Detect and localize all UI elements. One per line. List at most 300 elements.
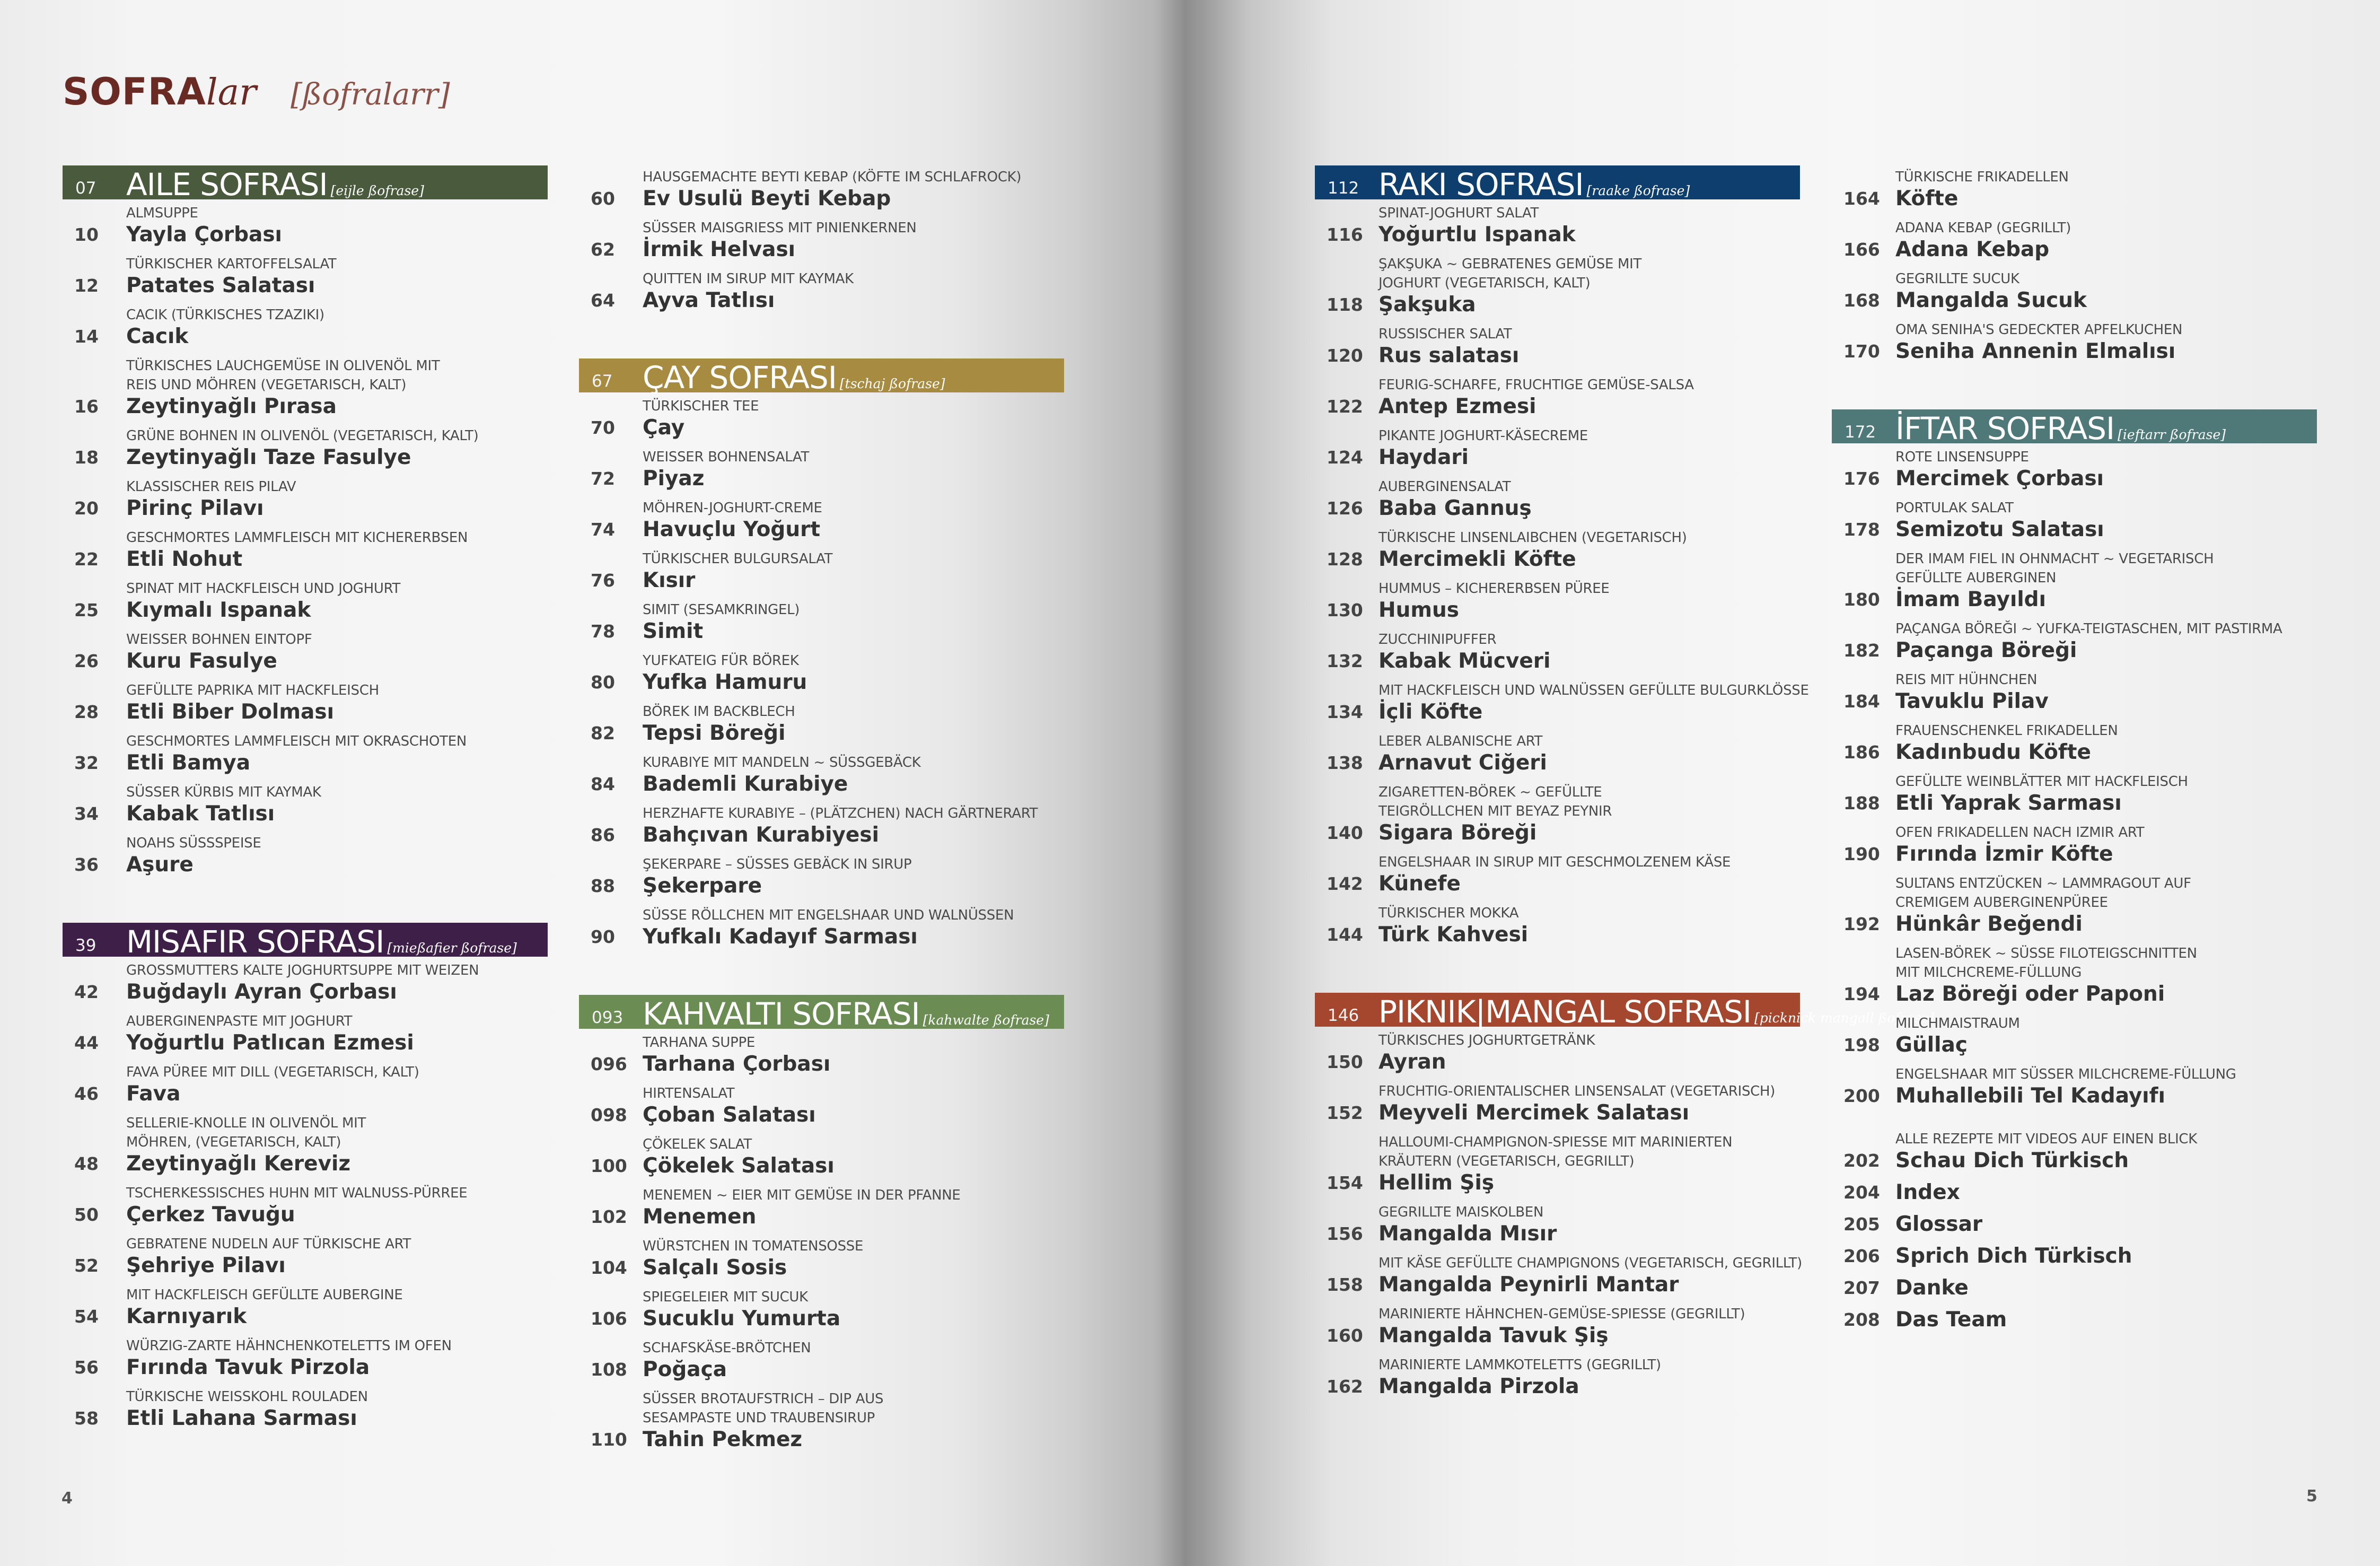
toc-entry[interactable] [1315,681,1809,724]
recipe-name: Türk Kahvesi [1378,923,1529,947]
page-number: 20 [74,498,99,519]
toc-entry[interactable] [1315,528,1800,572]
page-number: 44 [74,1033,99,1053]
entry-description: TEIGRÖLLCHEN MIT BEYAZ PEYNIR [1378,803,1612,819]
toc-entry[interactable] [63,255,548,298]
entry-description: DER IMAM FIEL IN OHNMACHT ~ VEGETARISCH [1895,551,2214,567]
toc-entry[interactable] [63,1235,548,1278]
entry-description: GEGRILLTE SUCUK [1895,271,2019,287]
toc-entry[interactable] [579,1389,1064,1452]
page-number: 144 [1327,924,1363,945]
recipe-name: Yufka Hamuru [643,670,807,694]
recipe-name: Laz Böreği oder Paponi [1895,982,2165,1006]
recipe-name: Tavuklu Pilav [1895,689,2049,713]
recipe-name: Sucuklu Yumurta [643,1307,841,1331]
recipe-name: Glossar [1895,1212,1983,1236]
entry-description: HAUSGEMACHTE BEYTI KEBAP (KÖFTE IM SCHLAFROCK) [643,169,1022,185]
page-number: 206 [1843,1246,1880,1266]
toc-entry[interactable] [1315,1031,1800,1074]
recipe-name: Çerkez Tavuğu [126,1203,295,1227]
toc-entry[interactable] [63,1336,548,1380]
recipe-name: Mangalda Tavuk Şiş [1378,1324,1609,1348]
recipe-name: Yoğurtlu Ispanak [1378,223,1576,247]
entry-description: ÇÖKELEK SALAT [643,1136,752,1152]
toc-entry[interactable] [63,1012,548,1055]
entry-description: SPINAT-JOGHURT SALAT [1378,205,1539,221]
entry-description: WÜRSTCHEN IN TOMATENSOSSE [643,1238,864,1254]
page-number: 118 [1327,294,1363,315]
entry-description: TÜRKISCHES JOGHURTGETRÄNK [1378,1033,1595,1048]
page-number: 80 [591,672,615,693]
recipe-name: İçli Köfte [1378,700,1483,724]
toc-entry[interactable] [1832,218,2317,262]
page-number: 150 [1327,1052,1363,1072]
section-pronunciation: [kahwalte ßofrase] [923,1012,1049,1028]
entry-description: HERZHAFTE KURABIYE – (PLÄTZCHEN) NACH GÄRTNERART [643,806,1038,821]
page-number: 26 [74,651,99,671]
page-number: 32 [74,753,99,773]
toc-entry[interactable] [63,783,548,826]
toc-entry[interactable] [1315,1082,1800,1125]
entry-description: SÜSSER KÜRBIS MIT KAYMAK [126,784,321,800]
recipe-name: Köfte [1895,187,1959,211]
page-number: 152 [1327,1103,1363,1123]
entry-description: SÜSSER MAISGRIESS MIT PINIENKERNEN [643,220,917,236]
page-number: 60 [591,188,615,209]
recipe-name: Baba Gannuş [1378,496,1532,520]
page-number: 160 [1327,1325,1363,1346]
recipe-name: Yayla Çorbası [126,223,282,247]
page-number: 90 [591,926,615,947]
toc-entry[interactable] [579,168,1064,211]
toc-entry[interactable] [579,753,1064,797]
entry-description: HUMMUS – KICHERERBSEN PÜREE [1378,581,1610,597]
entry-description: FRAUENSCHENKEL FRIKADELLEN [1895,723,2118,739]
entry-description: MÖHREN, (VEGETARISCH, KALT) [126,1134,341,1150]
recipe-name: Schau Dich Türkisch [1895,1149,2129,1173]
toc-entry[interactable] [63,426,548,470]
entry-description: GESCHMORTES LAMMFLEISCH MIT KICHERERBSEN [126,530,468,546]
toc-entry[interactable] [1832,1180,2317,1205]
entry-description: ŞEKERPARE – SÜSSES GEBÄCK IN SIRUP [643,856,912,872]
toc-entry[interactable] [1832,448,2317,491]
entry-description: GEFÜLLTE AUBERGINEN [1895,570,2057,586]
toc-entry[interactable] [63,305,548,349]
page-number: 106 [591,1308,627,1329]
recipe-name: Pirinç Pilavı [126,496,264,520]
section-spacer [1315,955,1800,993]
recipe-name: Etli Nohut [126,547,243,571]
section-spacer [1832,371,2317,409]
toc-entry[interactable] [63,204,548,247]
recipe-name: Karnıyarık [126,1305,247,1328]
toc-entry[interactable] [1832,498,2317,542]
page-number: 170 [1843,341,1880,362]
page-number: 096 [591,1054,627,1074]
entry-description: TÜRKISCHER KARTOFFELSALAT [126,256,337,272]
entry-description: TÜRKISCHES LAUCHGEMÜSE IN OLIVENÖL MIT [126,358,440,374]
toc-entry[interactable] [579,600,1064,644]
page-number: 122 [1327,396,1363,417]
page-number: 192 [1843,914,1880,934]
recipe-name: Tahin Pekmez [643,1428,803,1451]
section-header [1832,409,2317,447]
section-pronunciation: [raake ßofrase] [1586,183,1690,198]
page-number: 88 [591,876,615,896]
recipe-name: Yufkalı Kadayıf Sarması [643,925,918,949]
toc-entry[interactable] [579,1237,1064,1280]
page-number: 76 [591,570,615,591]
page-number: 188 [1843,793,1880,813]
toc-entry[interactable] [1315,255,1800,317]
recipe-name: Güllaç [1895,1033,1968,1057]
page-number: 108 [591,1359,627,1380]
entry-description: MIT KÄSE GEFÜLLTE CHAMPIGNONS (VEGETARISCH, GEGRILLT) [1378,1255,1802,1271]
toc-entry[interactable] [579,549,1064,593]
entry-description: KRÄUTERN (VEGETARISCH, GEGRILLT) [1378,1153,1635,1169]
entry-description: SULTANS ENTZÜCKEN ~ LAMMRAGOUT AUF [1895,876,2191,891]
section-title: PIKNIK|MANGAL SOFRASI [picknick mangall ßofrase] [1378,994,1934,1030]
toc-entry[interactable] [1832,619,2317,663]
toc-entry[interactable] [579,855,1064,898]
recipe-name: Kıymalı Ispanak [126,598,311,622]
section-title: İFTAR SOFRASI [ieftarr ßofrase] [1895,410,2226,447]
recipe-name: Menemen [643,1205,757,1229]
entry-description: KLASSISCHER REIS PILAV [126,479,296,495]
toc-entry[interactable] [579,397,1064,440]
toc-entry[interactable] [1832,944,2317,1007]
entry-description: TÜRKISCHER BULGURSALAT [643,551,833,567]
section-pronunciation: [mießafier ßofrase] [387,940,517,956]
section-title: ÇAY SOFRASI [tschaj ßofrase] [643,360,945,396]
entry-description: ZUCCHINIPUFFER [1378,632,1497,648]
recipe-name: Mercimekli Köfte [1378,547,1576,571]
recipe-name: Mangalda Sucuk [1895,288,2087,312]
toc-entry[interactable] [579,1135,1064,1178]
toc-entry[interactable] [1315,1254,1800,1297]
entry-description: RUSSISCHER SALAT [1378,326,1512,342]
toc-entry[interactable] [579,1288,1064,1331]
toc-entry[interactable] [579,906,1064,949]
toc-entry[interactable] [579,1338,1064,1382]
toc-entry[interactable] [1315,1355,1800,1399]
recipe-name: Sigara Böreği [1378,821,1537,845]
toc-entry[interactable] [1832,1276,2317,1300]
recipe-name: Kabak Tatlısı [126,802,275,826]
toc-entry[interactable] [63,961,548,1004]
page-number: 86 [591,825,615,845]
section-number: 146 [1328,1006,1359,1025]
entry-description: KURABIYE MIT MANDELN ~ SÜSSGEBÄCK [643,755,921,771]
page-number: 34 [74,803,99,824]
toc-entry[interactable] [1832,670,2317,714]
toc-entry[interactable] [63,681,548,724]
page-number: 142 [1327,873,1363,894]
page-number: 58 [74,1408,99,1429]
section-pronunciation: [picknick mangall ßofrase] [1754,1010,1934,1026]
entry-description: SPIEGELEIER MIT SUCUK [643,1289,808,1305]
page-number: 54 [74,1306,99,1327]
brand-main: SOFRA [63,70,206,113]
section-number: 172 [1845,423,1876,442]
toc-entry[interactable] [579,804,1064,847]
toc-entry[interactable] [1315,477,1800,521]
page-number: 180 [1843,589,1880,610]
recipe-name: Ayva Tatlısı [643,288,775,312]
toc-entry[interactable] [63,1114,548,1176]
page-number: 72 [591,468,615,489]
recipe-name: Aşure [126,853,194,877]
toc-entry[interactable] [63,630,548,673]
page-number: 46 [74,1083,99,1104]
entry-description: LEBER ALBANISCHE ART [1378,733,1543,749]
page-number: 104 [591,1257,627,1278]
page-number: 126 [1327,498,1363,519]
entry-description: NOAHS SÜSSSPEISE [126,835,261,851]
recipe-name: Bahçıvan Kurabiyesi [643,823,879,847]
entry-description: GEGRILLTE MAISKOLBEN [1378,1204,1544,1220]
entry-description: CACIK (TÜRKISCHES TZAZIKI) [126,307,324,323]
entry-description: SESAMPASTE UND TRAUBENSIRUP [643,1410,875,1426]
toc-entry[interactable] [579,702,1064,746]
toc-entry[interactable] [63,732,548,775]
toc-entry[interactable] [1315,853,1800,896]
page-number: 48 [74,1153,99,1174]
recipe-name: Tarhana Çorbası [643,1052,831,1076]
recipe-name: Bademli Kurabiye [643,772,848,796]
toc-entry[interactable] [579,448,1064,491]
entry-description: FRUCHTIG-ORIENTALISCHER LINSENSALAT (VEGETARISCH) [1378,1083,1776,1099]
toc-entry[interactable] [63,1184,548,1227]
toc-entry[interactable] [1832,269,2317,313]
toc-entry[interactable] [63,477,548,521]
toc-entry[interactable] [1315,325,1800,368]
entry-description: GROSSMUTTERS KALTE JOGHURTSUPPE MIT WEIZEN [126,963,479,978]
toc-entry[interactable] [1832,1308,2317,1332]
toc-entry[interactable] [1832,1244,2317,1268]
entry-description: GEBRATENE NUDELN AUF TÜRKISCHE ART [126,1236,411,1252]
recipe-name: Hellim Şiş [1378,1171,1495,1195]
entry-description: MÖHREN-JOGHURT-CREME [643,500,822,516]
page-number: 164 [1843,188,1880,209]
entry-description: LASEN-BÖREK ~ SÜSSE FILOTEIGSCHNITTEN [1895,946,2197,961]
recipe-name: Şehriye Pilavı [126,1254,286,1278]
section-spacer [579,957,1064,995]
brand-title [63,70,450,113]
toc-entry[interactable] [1832,772,2317,816]
entry-description: YUFKATEIG FÜR BÖREK [643,653,799,669]
toc-entry[interactable] [1315,1305,1800,1348]
toc-entry[interactable] [1315,375,1800,419]
recipe-name: Etli Lahana Sarması [126,1406,357,1430]
toc-entry[interactable] [63,1063,548,1106]
toc-entry[interactable] [579,269,1064,313]
recipe-name: İrmik Helvası [643,238,796,261]
recipe-name: Meyveli Mercimek Salatası [1378,1101,1690,1125]
toc-entry[interactable] [579,651,1064,695]
entry-description: TÜRKISCHE WEISSKOHL ROULADEN [126,1389,368,1405]
toc-entry[interactable] [579,1186,1064,1229]
recipe-name: Etli Yaprak Sarması [1895,791,2122,815]
entry-description: GEFÜLLTE PAPRIKA MIT HACKFLEISCH [126,683,379,698]
toc-entry[interactable] [1315,783,1800,845]
toc-entry[interactable] [63,528,548,572]
toc-entry[interactable] [1832,168,2317,211]
toc-entry[interactable] [579,1084,1064,1127]
toc-entry[interactable] [1832,1130,2317,1173]
entry-description: QUITTEN IM SIRUP MIT KAYMAK [643,271,854,287]
recipe-name: Paçanga Böreği [1895,638,2077,662]
toc-entry[interactable] [1315,732,1800,775]
recipe-name: Kuru Fasulye [126,649,277,673]
entry-description: WEISSER BOHNEN EINTOPF [126,632,312,648]
recipe-name: Das Team [1895,1308,2007,1332]
toc-entry[interactable] [1832,823,2317,867]
recipe-name: Şakşuka [1378,293,1476,317]
entry-description: REIS UND MÖHREN (VEGETARISCH, KALT) [126,377,407,393]
recipe-name: Kısır [643,568,696,592]
toc-entry[interactable] [1315,1203,1800,1246]
recipe-name: Hünkâr Beğendi [1895,912,2083,936]
toc-entry[interactable] [1832,874,2317,937]
page-number: 204 [1843,1182,1880,1203]
toc-entry[interactable] [1315,904,1800,947]
entry-description: TÜRKISCHER MOKKA [1378,905,1519,921]
toc-entry[interactable] [579,498,1064,542]
entry-description: MIT MILCHCREME-FÜLLUNG [1895,965,2082,981]
page-number: 36 [74,854,99,875]
page-number: 128 [1327,549,1363,570]
recipe-name: İmam Bayıldı [1895,588,2046,611]
recipe-name: Tepsi Böreği [643,721,786,745]
entry-description: SÜSSER BROTAUFSTRICH – DIP AUS [643,1391,884,1407]
recipe-name: Semizotu Salatası [1895,518,2104,541]
entry-description: MENEMEN ~ EIER MIT GEMÜSE IN DER PFANNE [643,1187,961,1203]
toc-entry[interactable] [63,579,548,623]
recipe-name: Index [1895,1180,1960,1204]
recipe-name: Çay [643,416,685,440]
recipe-name: Etli Biber Dolması [126,700,334,724]
recipe-name: Patates Salatası [126,274,315,298]
recipe-name: Muhallebili Tel Kadayıfı [1895,1084,2165,1108]
toc-entry[interactable] [63,1387,548,1431]
page-number: 82 [591,723,615,743]
toc-entry[interactable] [1315,426,1800,470]
entry-description: SIMIT (SESAMKRINGEL) [643,602,800,618]
page-number: 78 [591,621,615,642]
recipe-name: Haydari [1378,445,1469,469]
page-number: 190 [1843,844,1880,864]
entry-description: GESCHMORTES LAMMFLEISCH MIT OKRASCHOTEN [126,733,467,749]
page-number: 134 [1327,702,1363,722]
section-pronunciation: [tschaj ßofrase] [839,376,945,391]
entry-description: TÜRKISCHE FRIKADELLEN [1895,169,2069,185]
page-number: 22 [74,549,99,570]
toc-entry[interactable] [63,1285,548,1329]
toc-entry[interactable] [1315,579,1800,623]
page-number: 42 [74,982,99,1002]
entry-description: MIT HACKFLEISCH GEFÜLLTE AUBERGINE [126,1287,403,1303]
page-number: 102 [591,1206,627,1227]
recipe-name: Danke [1895,1276,1969,1300]
recipe-name: Antep Ezmesi [1378,395,1536,418]
entry-description: TARHANA SUPPE [643,1035,755,1051]
recipe-name: Künefe [1378,872,1461,896]
section-number: 093 [592,1008,623,1027]
toc-entry[interactable] [1832,320,2317,364]
page-number: 10 [74,224,99,245]
toc-entry[interactable] [1832,1065,2317,1108]
recipe-name: Şekerpare [643,874,762,898]
entry-description: MARINIERTE HÄHNCHEN-GEMÜSE-SPIESSE (GEGRILLT) [1378,1306,1745,1322]
recipe-name: Arnavut Ciğeri [1378,751,1547,775]
page-number: 16 [74,396,99,417]
recipe-name: Zeytinyağlı Pırasa [126,395,337,418]
entry-description: CREMIGEM AUBERGINENPÜREE [1895,895,2108,911]
entry-description: REIS MIT HÜHNCHEN [1895,672,2038,688]
entry-description: ZIGARETTEN-BÖREK ~ GEFÜLLTE [1378,784,1602,800]
toc-entry[interactable] [63,356,548,419]
entry-description: WÜRZIG-ZARTE HÄHNCHENKOTELETTS IM OFEN [126,1338,452,1354]
section-header [63,923,548,960]
page-number: 70 [591,417,615,438]
recipe-name: Ayran [1378,1050,1446,1074]
toc-entry[interactable] [1315,630,1800,673]
recipe-name: Seniha Annenin Elmalısı [1895,339,2176,363]
page-number-right: 5 [2306,1487,2317,1506]
recipe-name: Çoban Salatası [643,1103,816,1127]
toc-entry[interactable] [1832,1212,2317,1237]
toc-entry[interactable] [1832,549,2317,612]
page-number: 140 [1327,823,1363,843]
page-number: 186 [1843,742,1880,763]
toc-entry[interactable] [1832,721,2317,765]
section-spacer [63,885,548,923]
page-number: 182 [1843,640,1880,661]
page-number-left: 4 [62,1489,73,1508]
section-number: 39 [75,936,96,955]
page-number: 18 [74,447,99,468]
entry-description: MIT HACKFLEISCH UND WALNÜSSEN GEFÜLLTE BULGURKLÖSSE [1378,683,1809,698]
section-number: 112 [1328,179,1359,198]
toc-entry[interactable] [579,218,1064,262]
spacer [1832,1116,2317,1130]
entry-description: ENGELSHAAR IN SIRUP MIT GESCHMOLZENEM KÄSE [1378,854,1731,870]
entry-description: OFEN FRIKADELLEN NACH IZMIR ART [1895,825,2145,841]
entry-description: TÜRKISCHER TEE [643,398,759,414]
page-number: 74 [591,519,615,540]
recipe-name: Mangalda Peynirli Mantar [1378,1273,1679,1297]
toc-entry[interactable] [63,834,548,877]
toc-entry[interactable] [579,1033,1064,1077]
page-number: 162 [1327,1376,1363,1397]
section-header [63,165,548,203]
recipe-name: Sprich Dich Türkisch [1895,1244,2132,1268]
toc-entry[interactable] [1832,1014,2317,1057]
page-number: 100 [591,1156,627,1176]
toc-column-1 [63,165,548,1438]
entry-description: GEFÜLLTE WEINBLÄTTER MIT HACKFLEISCH [1895,774,2188,790]
recipe-name: Poğaça [643,1358,727,1381]
toc-entry[interactable] [1315,1133,1800,1195]
entry-description: ENGELSHAAR MIT SÜSSER MILCHCREME-FÜLLUNG [1895,1066,2236,1082]
entry-description: MILCHMAISTRAUM [1895,1016,2020,1031]
entry-description: PIKANTE JOGHURT-KÄSECREME [1378,428,1588,444]
page-number: 178 [1843,519,1880,540]
page-number: 198 [1843,1035,1880,1055]
section-pronunciation: [eijle ßofrase] [330,183,424,198]
toc-entry[interactable] [1315,204,1800,247]
